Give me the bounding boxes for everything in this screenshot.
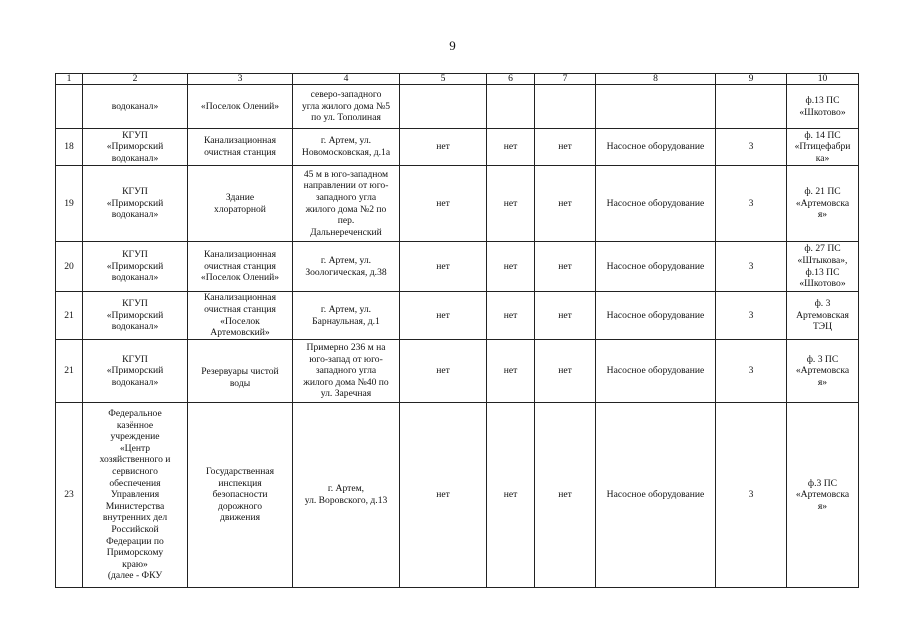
table-cell [716,85,787,129]
column-header: 8 [596,74,716,85]
table-cell: Насосное оборудование [596,340,716,403]
column-header: 4 [293,74,400,85]
table-cell: нет [487,242,535,292]
table-cell: 21 [56,340,83,403]
table-row [56,166,859,242]
table-cell: 45 м в юго-западном направлении от юго- западного угла жилого дома №2 по пер. Дальнереченский [293,166,400,242]
table-row [56,129,859,166]
table-row [56,242,859,292]
table-cell [535,85,596,129]
table-cell: Насосное оборудование [596,292,716,340]
table-cell: Здание хлораторной [188,166,293,242]
table-cell: водоканал» [83,85,188,129]
table-row [56,340,859,403]
table-cell: нет [400,166,487,242]
table-cell [487,85,535,129]
table-cell: 3 [716,166,787,242]
table-row [56,403,859,588]
table-cell: нет [535,166,596,242]
table-cell: нет [535,129,596,166]
table-cell: КГУП «Приморский водоканал» [83,242,188,292]
table-cell: нет [487,129,535,166]
table-row [56,292,859,340]
table-cell: нет [487,292,535,340]
table-cell: 3 [716,292,787,340]
table-cell: ф. 27 ПС «Штыкова», ф.13 ПС «Шкотово» [787,242,859,292]
table-cell: 18 [56,129,83,166]
table-cell: КГУП «Приморский водоканал» [83,166,188,242]
table-cell: Канализационная очистная станция [188,129,293,166]
table-cell: Насосное оборудование [596,129,716,166]
table-cell: нет [400,403,487,588]
table-row [56,85,859,129]
table-cell: нет [535,403,596,588]
table-cell: 3 [716,242,787,292]
column-header: 9 [716,74,787,85]
table-cell: ф. 3 Артемовская ТЭЦ [787,292,859,340]
table-cell: ф. 21 ПС «Артемовска я» [787,166,859,242]
table-cell: Канализационная очистная станция «Поселок Артемовский» [188,292,293,340]
table-cell: г. Артем, ул. Воровского, д.13 [293,403,400,588]
table-cell: нет [487,403,535,588]
table-cell: 3 [716,403,787,588]
table-cell: нет [400,340,487,403]
column-header: 3 [188,74,293,85]
table-cell: 21 [56,292,83,340]
column-header: 1 [56,74,83,85]
table-cell: г. Артем, ул. Барнаульная, д.1 [293,292,400,340]
table-cell: северо-западного угла жилого дома №5 по ул. Тополиная [293,85,400,129]
table-cell: КГУП «Приморский водоканал» [83,340,188,403]
table-cell: нет [535,340,596,403]
column-header: 5 [400,74,487,85]
table-cell: Резервуары чистой воды [188,340,293,403]
table-cell: нет [487,340,535,403]
table-cell: нет [535,242,596,292]
table-cell [400,85,487,129]
column-header: 2 [83,74,188,85]
table-cell: Примерно 236 м на юго-запад от юго- западного угла жилого дома №40 по ул. Заречная [293,340,400,403]
table-cell: Канализационная очистная станция «Поселок Олений» [188,242,293,292]
table-cell: 3 [716,129,787,166]
table-cell: нет [487,166,535,242]
table-cell: нет [400,129,487,166]
page-number: 9 [449,38,456,53]
table-cell: ф.13 ПС «Шкотово» [787,85,859,129]
table-cell: ф. 14 ПС «Птицефабри ка» [787,129,859,166]
column-header: 7 [535,74,596,85]
table-cell: «Поселок Олений» [188,85,293,129]
table-cell: КГУП «Приморский водоканал» [83,129,188,166]
table-cell: 3 [716,340,787,403]
table-header-row [56,74,859,85]
table-cell [56,85,83,129]
table-cell: КГУП «Приморский водоканал» [83,292,188,340]
table-cell: 23 [56,403,83,588]
table-cell: 19 [56,166,83,242]
table-cell [596,85,716,129]
column-header: 6 [487,74,535,85]
column-header: 10 [787,74,859,85]
table-cell: Насосное оборудование [596,403,716,588]
table-cell: Федеральное казённое учреждение «Центр хозяйственного и сервисного обеспечения Управления Министерства внутренних дел Российской Федерации по Приморскому краю» (далее - ФКУ [83,403,188,588]
table-cell: нет [535,292,596,340]
table-cell: Насосное оборудование [596,242,716,292]
facilities-table [55,73,859,588]
table-cell: нет [400,292,487,340]
table-cell: Насосное оборудование [596,166,716,242]
table-cell: ф. 3 ПС «Артемовска я» [787,340,859,403]
table-cell: г. Артем, ул. Зоологическая, д.38 [293,242,400,292]
table-cell: г. Артем, ул. Новомосковская, д.1а [293,129,400,166]
table-cell: Государственная инспекция безопасности дорожного движения [188,403,293,588]
table-cell: 20 [56,242,83,292]
table-cell: ф.3 ПС «Артемовска я» [787,403,859,588]
table-cell: нет [400,242,487,292]
